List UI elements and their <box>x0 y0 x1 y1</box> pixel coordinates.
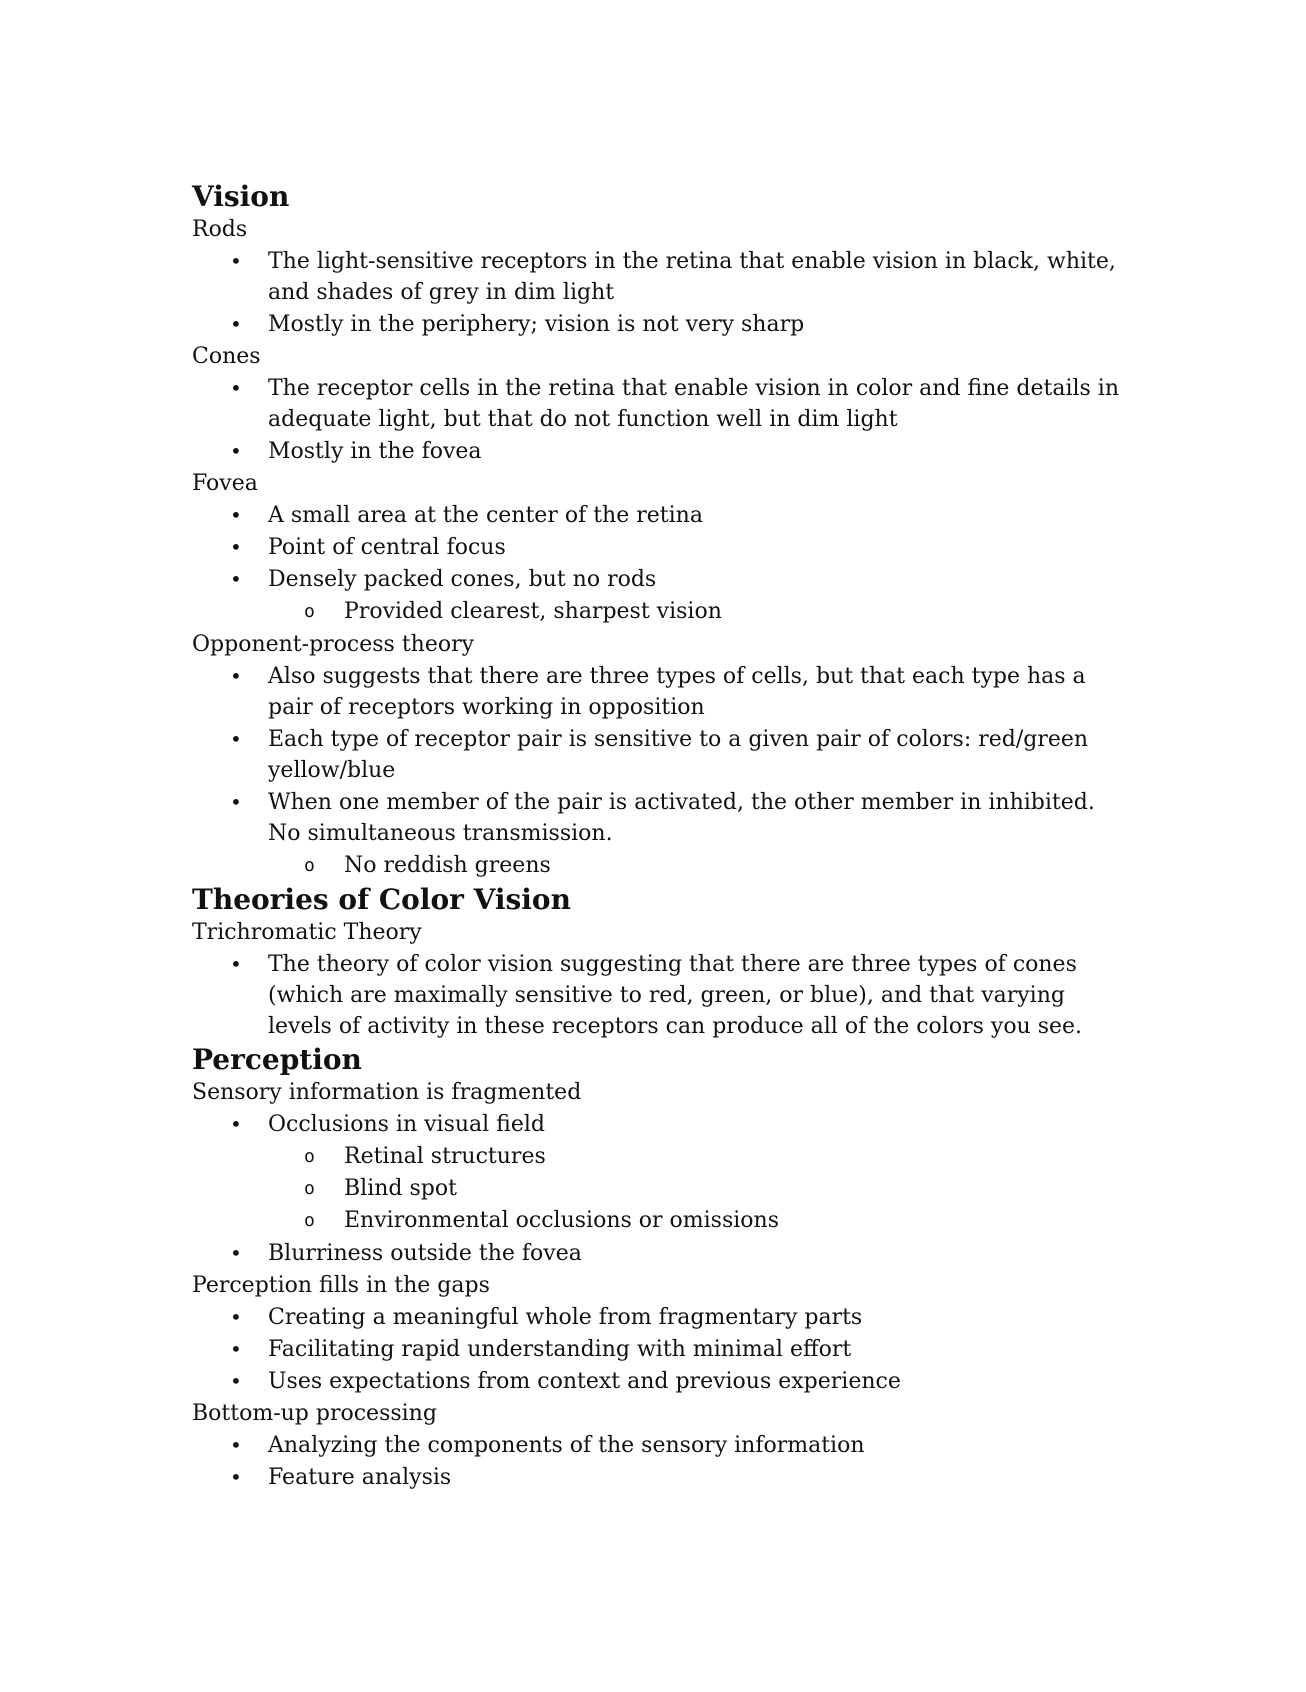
term-label: Sensory information is fragmented <box>192 1080 582 1105</box>
item-text: Creating a meaningful whole from fragmentary parts <box>268 1305 863 1330</box>
bullet-list <box>192 1302 1132 1397</box>
list-item <box>192 1462 1132 1493</box>
item-text: Feature analysis <box>268 1465 452 1490</box>
bullet-list <box>192 661 1132 882</box>
bullet-icon: • <box>230 952 242 976</box>
item-text: Occlusions in visual field <box>268 1112 545 1137</box>
list-item <box>192 1302 1132 1333</box>
item-text: Mostly in the periphery; vision is not very sharp <box>268 312 805 337</box>
bullet-list <box>192 500 1132 628</box>
sub-list-item <box>268 1173 1132 1205</box>
circle-bullet-icon: o <box>304 1178 315 1199</box>
list-item <box>192 1366 1132 1397</box>
sub-item-text: No reddish greens <box>344 853 551 878</box>
bullet-icon: • <box>230 1433 242 1457</box>
bullet-list <box>192 1109 1132 1269</box>
item-text: Point of central focus <box>268 535 506 560</box>
bullet-icon: • <box>230 1241 242 1265</box>
sub-item-text: Blind spot <box>344 1176 457 1201</box>
bullet-icon: • <box>230 567 242 591</box>
bullet-list <box>192 949 1132 1042</box>
bullet-icon: • <box>230 1112 242 1136</box>
list-item <box>192 661 1132 723</box>
section-heading: Theories of Color Vision <box>192 883 571 916</box>
item-text: Blurriness outside the fovea <box>268 1241 582 1266</box>
item-text: Densely packed cones, but no rods <box>268 567 657 592</box>
section-heading: Perception <box>192 1043 362 1076</box>
bullet-icon: • <box>230 664 242 688</box>
sub-list-item <box>268 1141 1132 1173</box>
sub-list-wrapper <box>192 1141 1132 1237</box>
item-text: Also suggests that there are three types of cells, but that each type has a pair of receptors working in opposition <box>268 664 1086 720</box>
sub-item-text: Retinal structures <box>344 1144 546 1169</box>
document-page <box>192 180 1132 1494</box>
bullet-icon: • <box>230 1465 242 1489</box>
bullet-icon: • <box>230 376 242 400</box>
bullet-icon: • <box>230 535 242 559</box>
list-item <box>192 1109 1132 1140</box>
bullet-list <box>192 246 1132 340</box>
term-label: Perception fills in the gaps <box>192 1273 490 1298</box>
list-item <box>192 246 1132 308</box>
list-item <box>192 1238 1132 1269</box>
item-text: Uses expectations from context and previous experience <box>268 1369 901 1394</box>
item-text: Facilitating rapid understanding with minimal effort <box>268 1337 852 1362</box>
term-label: Fovea <box>192 471 258 496</box>
sub-list <box>268 1141 1132 1237</box>
list-item <box>192 436 1132 467</box>
item-text: Analyzing the components of the sensory information <box>268 1433 865 1458</box>
term-label: Opponent-process theory <box>192 632 475 657</box>
sub-list-item <box>268 1205 1132 1237</box>
section-heading: Vision <box>192 180 290 213</box>
sub-list-wrapper <box>192 596 1132 628</box>
bullet-icon: • <box>230 249 242 273</box>
list-item <box>192 787 1132 849</box>
sub-list <box>268 596 1132 628</box>
sub-item-text: Environmental occlusions or omissions <box>344 1208 779 1233</box>
term-label: Rods <box>192 217 248 242</box>
list-item <box>192 500 1132 531</box>
bullet-icon: • <box>230 727 242 751</box>
list-item <box>192 532 1132 563</box>
sub-list-item <box>268 596 1132 628</box>
list-item <box>192 309 1132 340</box>
bullet-icon: • <box>230 1337 242 1361</box>
item-text: The theory of color vision suggesting that there are three types of cones (which are maximally sensitive to red, green, or blue), and that varying levels of activity in these receptors can produce all of the colors you see. <box>268 952 1083 1039</box>
sub-item-text: Provided clearest, sharpest vision <box>344 599 722 624</box>
list-item <box>192 1334 1132 1365</box>
list-item <box>192 724 1132 786</box>
item-text: When one member of the pair is activated, the other member in inhibited. No simultaneous transmission. <box>268 790 1095 846</box>
item-text: The light-sensitive receptors in the retina that enable vision in black, white, and shades of grey in dim light <box>268 249 1116 305</box>
circle-bullet-icon: o <box>304 1146 315 1167</box>
term-label: Trichromatic Theory <box>192 920 422 945</box>
bullet-icon: • <box>230 790 242 814</box>
sub-list-item <box>268 850 1132 882</box>
item-text: A small area at the center of the retina <box>268 503 703 528</box>
bullet-icon: • <box>230 503 242 527</box>
list-item <box>192 949 1132 1042</box>
list-item <box>192 564 1132 595</box>
circle-bullet-icon: o <box>304 601 315 622</box>
sub-list <box>268 850 1132 882</box>
term-label: Cones <box>192 344 261 369</box>
sub-list-wrapper <box>192 850 1132 882</box>
bullet-list <box>192 1430 1132 1493</box>
item-text: The receptor cells in the retina that enable vision in color and fine details in adequate light, but that do not function well in dim light <box>268 376 1120 432</box>
item-text: Mostly in the fovea <box>268 439 482 464</box>
item-text: Each type of receptor pair is sensitive to a given pair of colors: red/green yellow/blue <box>268 727 1089 783</box>
bullet-icon: • <box>230 1369 242 1393</box>
list-item <box>192 373 1132 435</box>
bullet-list <box>192 373 1132 467</box>
bullet-icon: • <box>230 439 242 463</box>
circle-bullet-icon: o <box>304 1210 315 1231</box>
list-item <box>192 1430 1132 1461</box>
term-label: Bottom-up processing <box>192 1401 437 1426</box>
circle-bullet-icon: o <box>304 855 315 876</box>
bullet-icon: • <box>230 312 242 336</box>
bullet-icon: • <box>230 1305 242 1329</box>
